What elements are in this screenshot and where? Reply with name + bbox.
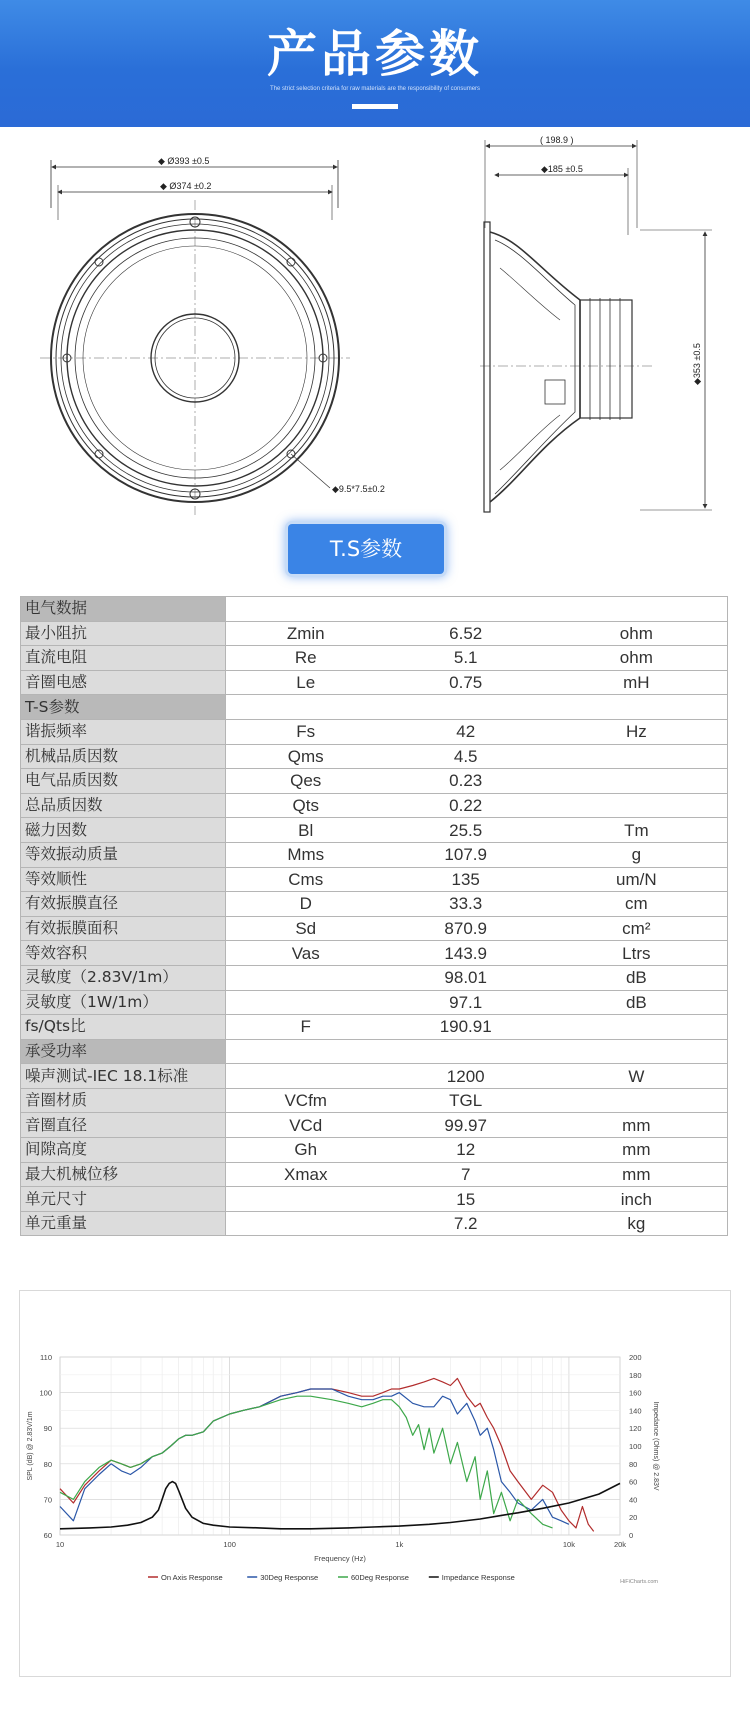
spec-value: 143.9 xyxy=(386,941,546,966)
spec-unit xyxy=(546,769,728,794)
spec-row xyxy=(21,744,728,769)
spec-param-name: 机械品质因数 xyxy=(21,744,226,769)
spec-section-title: T-S参数 xyxy=(21,695,226,720)
spec-section-row xyxy=(21,1039,728,1064)
side-view xyxy=(480,140,712,512)
y2-tick-label: 140 xyxy=(629,1406,642,1416)
spec-symbol: Fs xyxy=(225,719,385,744)
x-tick-label: 100 xyxy=(223,1540,236,1549)
spec-value: 7 xyxy=(386,1162,546,1187)
spec-param-name: 音圈材质 xyxy=(21,1088,226,1113)
spec-value: 107.9 xyxy=(386,842,546,867)
ts-parameters-label: T.S参数 xyxy=(329,537,403,561)
spec-row xyxy=(21,1064,728,1089)
spec-unit: mm xyxy=(546,1138,728,1163)
x-tick-label: 1k xyxy=(395,1540,404,1549)
spec-row xyxy=(21,1088,728,1113)
spec-param-name: fs/Qts比 xyxy=(21,1015,226,1040)
spec-symbol: Gh xyxy=(225,1138,385,1163)
mount-hole-label: ◆9.5*7.5±0.2 xyxy=(332,484,385,494)
spec-symbol: Re xyxy=(225,646,385,671)
spec-section-blank xyxy=(225,695,727,720)
x-axis-label: Frequency (Hz) xyxy=(314,1554,366,1563)
spec-row xyxy=(21,1187,728,1212)
y-tick-label: 70 xyxy=(43,1495,52,1505)
spec-unit: W xyxy=(546,1064,728,1089)
spec-row xyxy=(21,941,728,966)
spec-unit: mH xyxy=(546,670,728,695)
spec-row xyxy=(21,990,728,1015)
title-underline xyxy=(352,104,398,109)
spec-unit: Hz xyxy=(546,719,728,744)
y2-tick-label: 60 xyxy=(629,1477,638,1487)
spec-unit: mm xyxy=(546,1162,728,1187)
spec-param-name: 有效振膜直径 xyxy=(21,892,226,917)
spec-row xyxy=(21,892,728,917)
spec-unit: um/N xyxy=(546,867,728,892)
y-tick-label: 80 xyxy=(43,1459,52,1469)
frequency-response-chart xyxy=(19,1290,731,1677)
x-tick-label: 10k xyxy=(562,1540,575,1549)
spec-value: 0.23 xyxy=(386,769,546,794)
spec-symbol: D xyxy=(225,892,385,917)
spec-symbol: F xyxy=(225,1015,385,1040)
spec-value: 42 xyxy=(386,719,546,744)
spec-param-name: 磁力因数 xyxy=(21,818,226,843)
legend-entry: Impedance Response xyxy=(441,1573,515,1582)
spec-unit: dB xyxy=(546,965,728,990)
inner-diameter-label: ◆ Ø374 ±0.2 xyxy=(160,181,212,191)
y2-tick-label: 80 xyxy=(629,1459,638,1469)
spec-symbol: Xmax xyxy=(225,1162,385,1187)
spec-unit: g xyxy=(546,842,728,867)
spec-param-name: 等效振动质量 xyxy=(21,842,226,867)
spec-unit xyxy=(546,1015,728,1040)
y2-tick-label: 160 xyxy=(629,1388,642,1398)
spec-param-name: 音圈电感 xyxy=(21,670,226,695)
spec-symbol: Mms xyxy=(225,842,385,867)
outer-diameter-label: ◆ Ø393 ±0.5 xyxy=(158,156,210,166)
y2-tick-label: 200 xyxy=(629,1353,642,1362)
spec-symbol: Bl xyxy=(225,818,385,843)
spec-value: 6.52 xyxy=(386,621,546,646)
spec-symbol: Cms xyxy=(225,867,385,892)
spec-row xyxy=(21,842,728,867)
spec-value: TGL xyxy=(386,1088,546,1113)
spec-row xyxy=(21,818,728,843)
y2-tick-label: 100 xyxy=(629,1442,642,1451)
spec-row xyxy=(21,719,728,744)
spec-symbol xyxy=(225,965,385,990)
spec-symbol: VCfm xyxy=(225,1088,385,1113)
spec-symbol xyxy=(225,990,385,1015)
spec-symbol: Vas xyxy=(225,941,385,966)
spec-param-name: 等效容积 xyxy=(21,941,226,966)
spec-value: 0.22 xyxy=(386,793,546,818)
spec-row xyxy=(21,1113,728,1138)
spec-param-name: 谐振频率 xyxy=(21,719,226,744)
spec-symbol: Qms xyxy=(225,744,385,769)
y-tick-label: 100 xyxy=(39,1388,52,1398)
spec-unit xyxy=(546,793,728,818)
spec-value: 1200 xyxy=(386,1064,546,1089)
spec-value: 190.91 xyxy=(386,1015,546,1040)
spec-param-name: 灵敏度（1W/1m） xyxy=(21,990,226,1015)
spec-param-name: 最大机械位移 xyxy=(21,1162,226,1187)
page-subtitle: The strict selection criteria for raw materials are the responsibility of consumers xyxy=(269,86,481,92)
spec-value: 135 xyxy=(386,867,546,892)
spec-row xyxy=(21,769,728,794)
spec-row xyxy=(21,1015,728,1040)
x-tick-label: 10 xyxy=(55,1540,65,1549)
spec-value: 33.3 xyxy=(386,892,546,917)
spec-symbol xyxy=(225,1211,385,1236)
spec-param-name: 灵敏度（2.83V/1m） xyxy=(21,965,226,990)
spec-unit xyxy=(546,1088,728,1113)
spec-unit: ohm xyxy=(546,646,728,671)
spec-value: 99.97 xyxy=(386,1113,546,1138)
legend-entry: 60Deg Response xyxy=(351,1573,409,1582)
spec-section-row xyxy=(21,695,728,720)
spec-param-name: 直流电阻 xyxy=(21,646,226,671)
spec-value: 98.01 xyxy=(386,965,546,990)
spec-param-name: 单元重量 xyxy=(21,1211,226,1236)
spec-row xyxy=(21,1162,728,1187)
front-view xyxy=(40,160,350,515)
spec-value: 12 xyxy=(386,1138,546,1163)
page-header xyxy=(0,0,750,127)
spec-value: 0.75 xyxy=(386,670,546,695)
spec-symbol: Qes xyxy=(225,769,385,794)
spec-param-name: 音圈直径 xyxy=(21,1113,226,1138)
spec-unit: Tm xyxy=(546,818,728,843)
spec-unit: dB xyxy=(546,990,728,1015)
spec-param-name: 有效振膜面积 xyxy=(21,916,226,941)
spec-param-name: 等效顺性 xyxy=(21,867,226,892)
spec-row xyxy=(21,867,728,892)
side-dimension-labels xyxy=(540,135,702,385)
y2-tick-label: 40 xyxy=(629,1495,638,1505)
spec-row xyxy=(21,646,728,671)
spec-row xyxy=(21,916,728,941)
spec-row xyxy=(21,793,728,818)
spec-value: 4.5 xyxy=(386,744,546,769)
chart-credit: HiFiCharts.com xyxy=(620,1579,658,1585)
spec-unit: cm xyxy=(546,892,728,917)
spec-section-blank xyxy=(225,1039,727,1064)
spec-table xyxy=(20,596,728,1236)
spec-row xyxy=(21,1211,728,1236)
spec-param-name: 总品质因数 xyxy=(21,793,226,818)
spec-value: 870.9 xyxy=(386,916,546,941)
spec-section-title: 电气数据 xyxy=(21,597,226,622)
spec-value: 15 xyxy=(386,1187,546,1212)
spec-unit: kg xyxy=(546,1211,728,1236)
spec-row xyxy=(21,621,728,646)
spec-section-blank xyxy=(225,597,727,622)
y-tick-label: 110 xyxy=(40,1353,52,1362)
y2-tick-label: 0 xyxy=(629,1531,634,1540)
spec-unit: mm xyxy=(546,1113,728,1138)
spec-unit: ohm xyxy=(546,621,728,646)
spec-row xyxy=(21,1138,728,1163)
spec-row xyxy=(21,670,728,695)
spec-symbol: Le xyxy=(225,670,385,695)
legend-entry: On Axis Response xyxy=(161,1573,223,1582)
spec-param-name: 电气品质因数 xyxy=(21,769,226,794)
spec-unit: cm² xyxy=(546,916,728,941)
spec-value: 25.5 xyxy=(386,818,546,843)
page-title: 产品参数 xyxy=(267,25,483,83)
spec-section-row xyxy=(21,597,728,622)
spec-param-name: 单元尺寸 xyxy=(21,1187,226,1212)
spec-row xyxy=(21,965,728,990)
y-tick-label: 60 xyxy=(43,1531,52,1540)
spec-section-title: 承受功率 xyxy=(21,1039,226,1064)
height-label: ◆353 ±0.5 xyxy=(692,343,702,385)
depth-label: ◆185 ±0.5 xyxy=(541,164,583,174)
front-dimension-labels xyxy=(158,156,385,494)
spec-value: 7.2 xyxy=(386,1211,546,1236)
total-depth-label: ( 198.9 ) xyxy=(540,135,574,145)
spec-param-name: 最小阻抗 xyxy=(21,621,226,646)
y-tick-label: 90 xyxy=(43,1424,52,1434)
frequency-response-svg xyxy=(20,1291,730,1676)
ts-parameters-tab[interactable] xyxy=(288,524,444,574)
spec-value: 5.1 xyxy=(386,646,546,671)
spec-unit xyxy=(546,744,728,769)
y2-tick-label: 180 xyxy=(629,1370,642,1380)
spec-symbol: VCd xyxy=(225,1113,385,1138)
legend-entry: 30Deg Response xyxy=(260,1573,319,1582)
spec-value: 97.1 xyxy=(386,990,546,1015)
spec-param-name: 间隙高度 xyxy=(21,1138,226,1163)
spec-unit: inch xyxy=(546,1187,728,1212)
y2-tick-label: 120 xyxy=(629,1424,642,1434)
speaker-dimension-drawing xyxy=(0,127,750,517)
spec-symbol: Sd xyxy=(225,916,385,941)
spec-symbol xyxy=(225,1064,385,1089)
spec-symbol xyxy=(225,1187,385,1212)
spec-unit: Ltrs xyxy=(546,941,728,966)
y-axis-label: SPL (dB) @ 2.83V/1m xyxy=(27,1411,34,1481)
spec-symbol: Qts xyxy=(225,793,385,818)
y2-tick-label: 20 xyxy=(629,1513,638,1523)
x-tick-label: 20k xyxy=(613,1540,627,1549)
spec-symbol: Zmin xyxy=(225,621,385,646)
y2-axis-label: Impedance (Ohms) @ 2.83V xyxy=(652,1401,659,1491)
spec-param-name: 噪声测试-IEC 18.1标准 xyxy=(21,1064,226,1089)
